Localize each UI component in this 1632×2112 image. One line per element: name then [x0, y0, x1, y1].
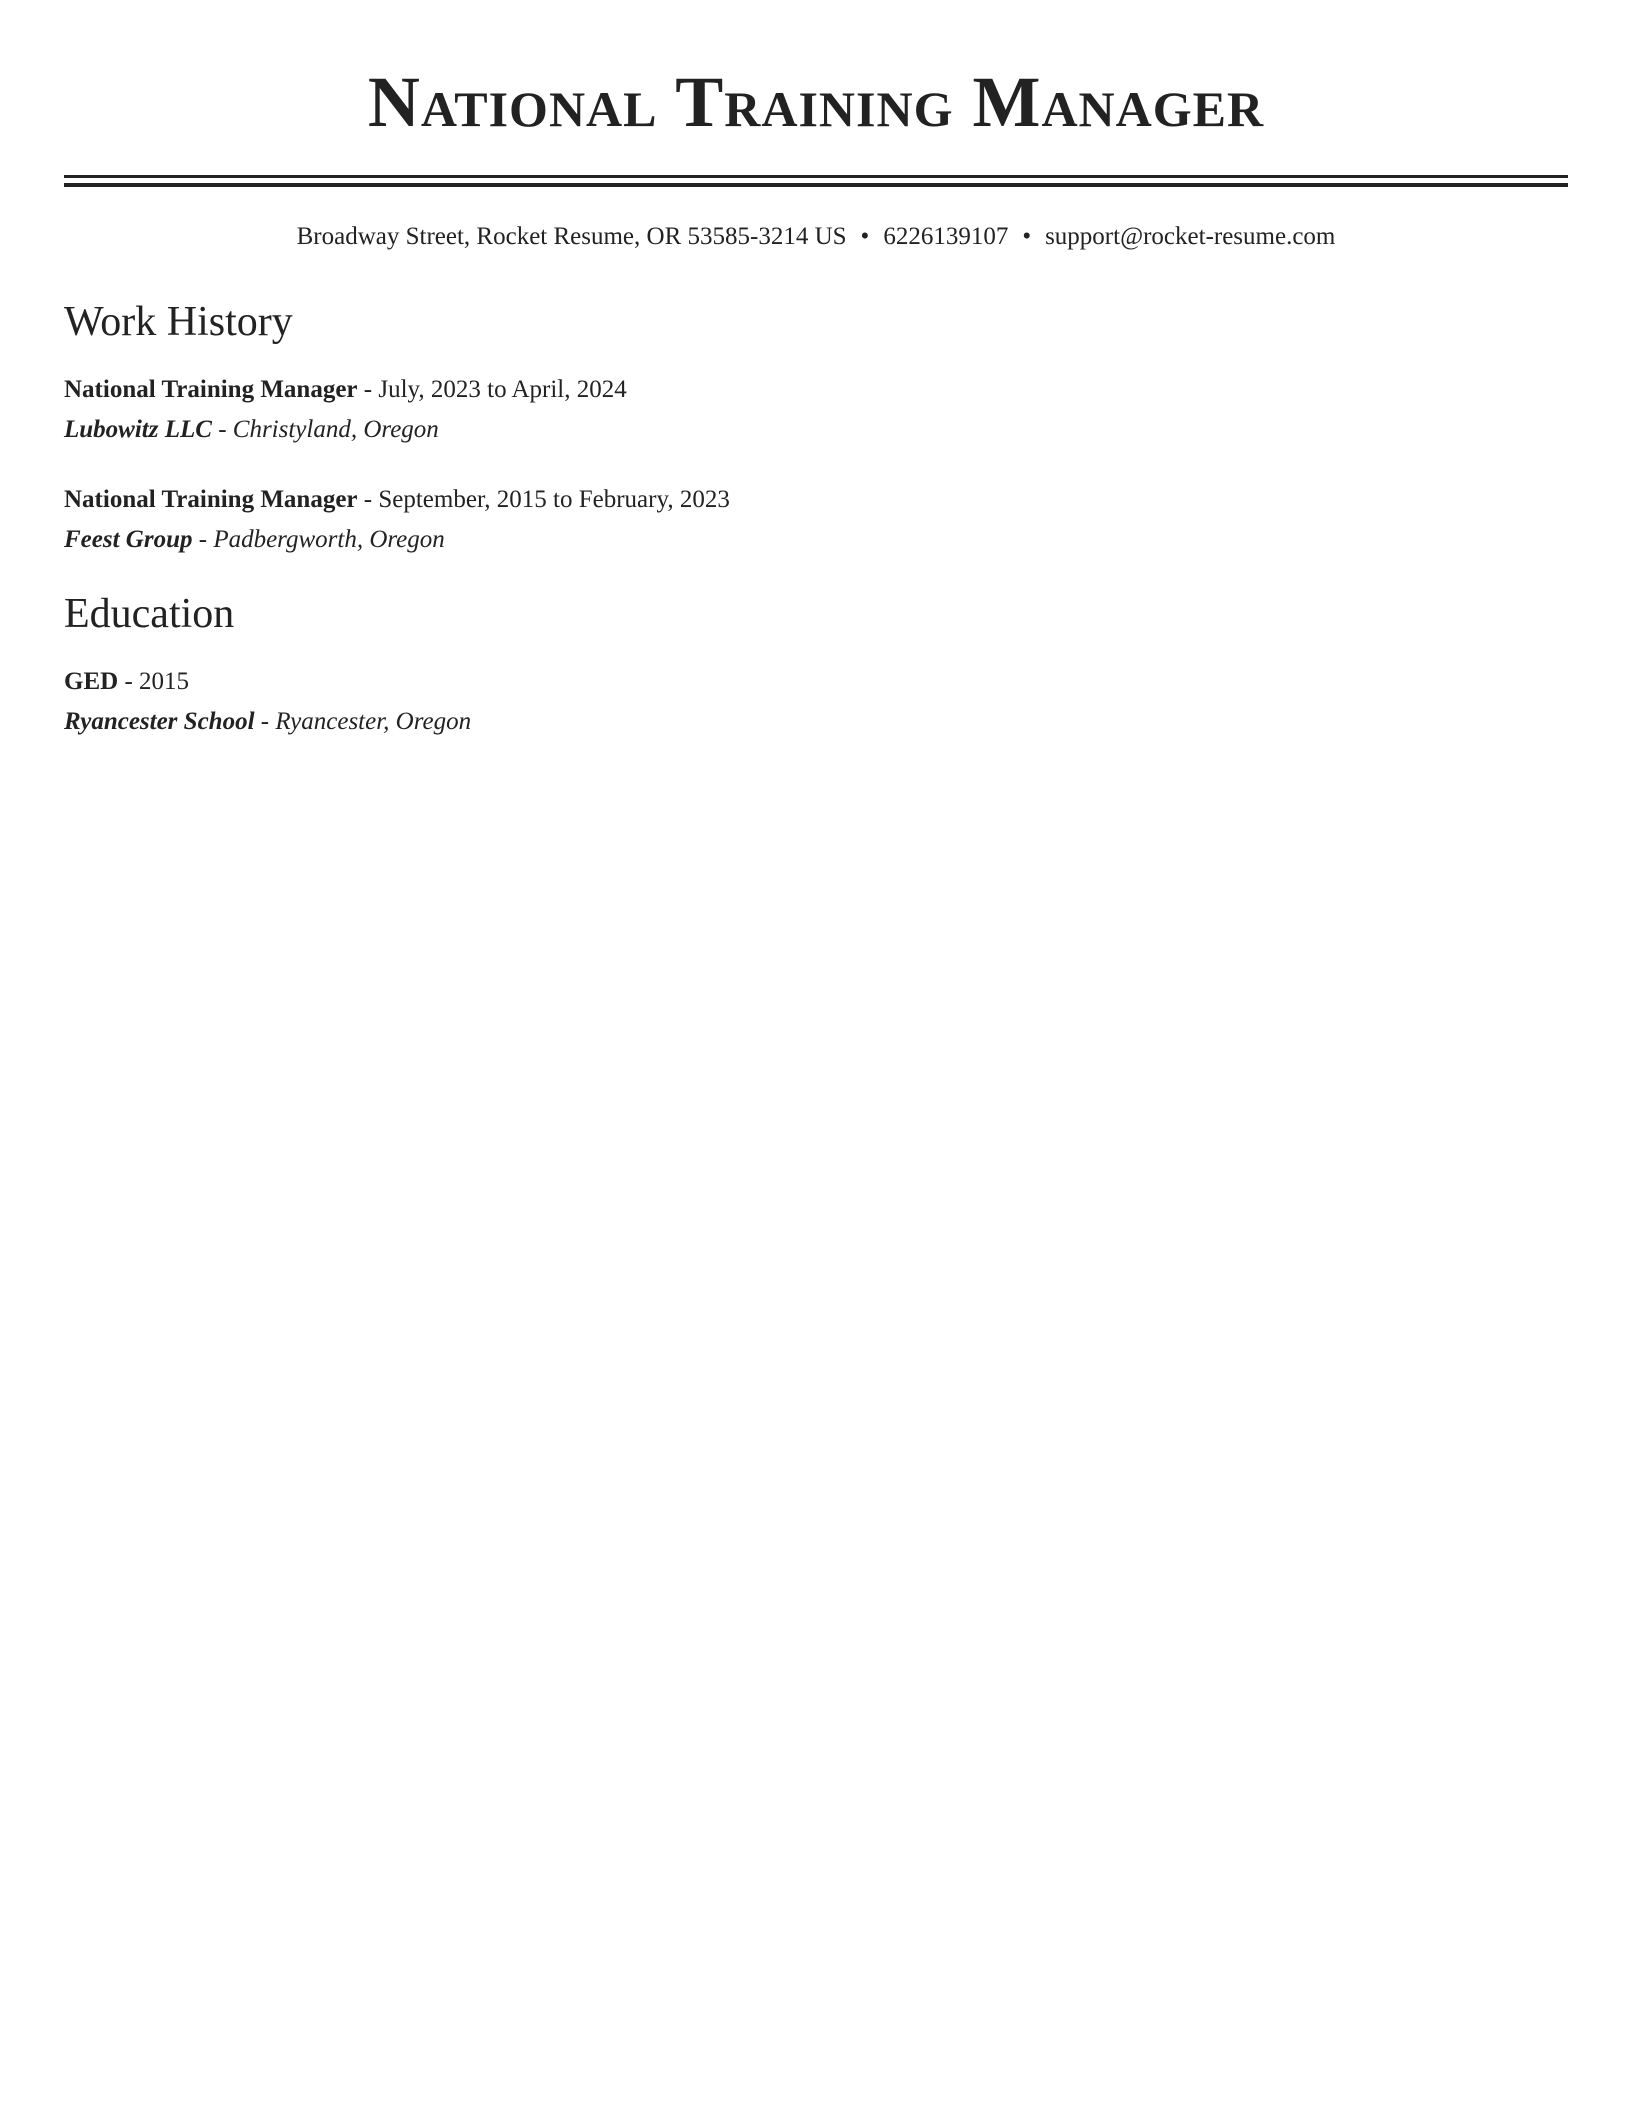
education-heading: Education	[64, 591, 235, 637]
dash-separator: -	[357, 376, 379, 403]
work-history-heading: Work History	[64, 299, 293, 345]
job-dates: September, 2015 to February, 2023	[378, 486, 730, 513]
work-entry-company-line	[64, 520, 1568, 560]
dash-separator: -	[192, 526, 214, 553]
title-divider-top	[64, 175, 1568, 178]
company-location: Padbergworth, Oregon	[213, 526, 445, 553]
contact-separator: •	[860, 223, 870, 250]
education-degree-line	[64, 662, 1568, 702]
work-entry-title-line	[64, 480, 1568, 520]
company-name: Feest Group	[64, 526, 193, 553]
dash-separator: -	[357, 486, 379, 513]
contact-email: support@rocket-resume.com	[1045, 223, 1336, 250]
school-name: Ryancester School	[64, 708, 255, 735]
education-entry	[64, 662, 1568, 742]
work-entry	[64, 370, 1568, 450]
company-location: Christyland, Oregon	[232, 416, 439, 443]
contact-phone: 6226139107	[883, 223, 1009, 250]
dash-separator: -	[254, 708, 276, 735]
job-dates: July, 2023 to April, 2024	[378, 376, 627, 403]
work-entry-company-line	[64, 410, 1568, 450]
company-name: Lubowitz LLC	[64, 416, 212, 443]
work-entry	[64, 480, 1568, 560]
school-location: Ryancester, Oregon	[275, 708, 472, 735]
job-title: National Training Manager	[64, 376, 358, 403]
degree-name: GED	[64, 668, 119, 695]
contact-separator: •	[1022, 223, 1032, 250]
dash-separator: -	[118, 668, 140, 695]
education-school-line	[64, 702, 1568, 742]
contact-address: Broadway Street, Rocket Resume, OR 53585-3214 US	[296, 223, 847, 250]
work-entry-title-line	[64, 370, 1568, 410]
title-divider-bottom	[64, 183, 1568, 187]
degree-year: 2015	[139, 668, 190, 695]
resume-title: National Training Manager	[367, 62, 1265, 142]
job-title: National Training Manager	[64, 486, 358, 513]
dash-separator: -	[211, 416, 233, 443]
contact-line	[64, 220, 1568, 254]
